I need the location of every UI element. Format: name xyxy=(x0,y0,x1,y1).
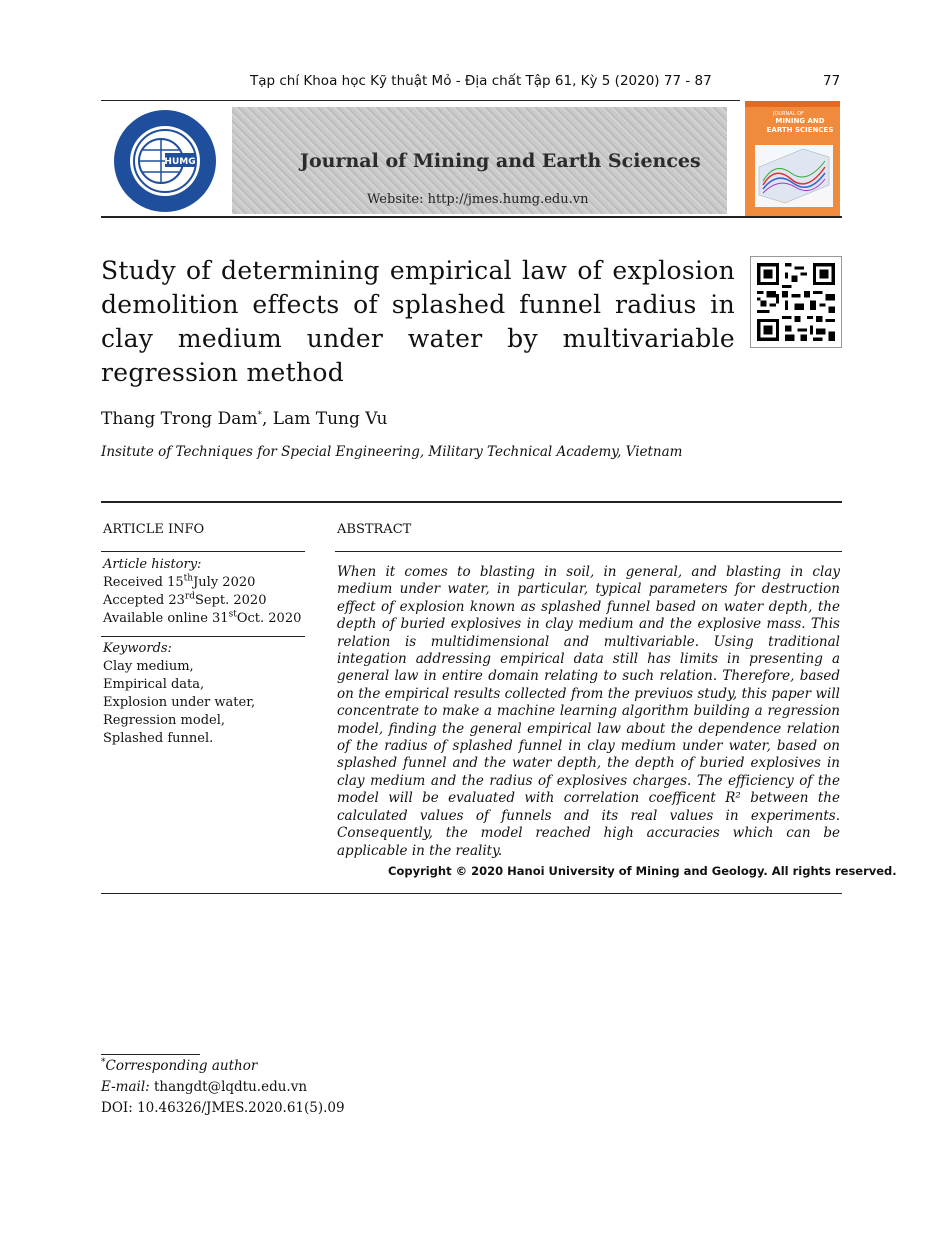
email-link[interactable]: thangdt@lqdtu.edu.vn xyxy=(149,1079,308,1095)
university-logo xyxy=(113,109,217,213)
author-1: Thang Trong Dam xyxy=(101,409,258,429)
copyright-notice: Copyright © 2020 Hanoi University of Mining and Geology. All rights reserved. xyxy=(388,864,897,878)
abstract-heading: ABSTRACT xyxy=(337,522,412,537)
keywords-label: Keywords: xyxy=(103,641,172,656)
keyword-item: Regression model, xyxy=(103,713,226,728)
journal-name: Journal of Mining and Earth Sciences xyxy=(300,150,701,172)
abstract-rule xyxy=(335,551,842,552)
info-rule xyxy=(101,551,305,552)
keyword-item: Clay medium, xyxy=(103,659,194,674)
keyword-item: Empirical data, xyxy=(103,677,205,692)
doi-line[interactable]: DOI: 10.46326/JMES.2020.61(5).09 xyxy=(101,1100,345,1116)
cover-subtitle: JOURNAL OF xyxy=(773,111,804,117)
article-title: Study of determining empirical law of explosion demolition effects of splashed funnel radius in clay medium under water by multivariable regression method xyxy=(101,256,735,387)
history-label: Article history: xyxy=(103,557,202,572)
section-rule-bottom xyxy=(101,893,842,894)
received-date: Received 15thJuly 2020 xyxy=(103,573,256,590)
banner-rule xyxy=(101,216,842,218)
affiliation: Insitute of Techniques for Special Engineering, Military Technical Academy, Vietnam xyxy=(101,444,683,460)
keywords-rule xyxy=(101,636,305,637)
author-list xyxy=(101,409,387,429)
journal-website: Website: http://jmes.humg.edu.vn xyxy=(367,192,589,207)
author-2: , Lam Tung Vu xyxy=(261,409,388,429)
page-number: 77 xyxy=(823,73,841,89)
article-history xyxy=(103,556,301,628)
running-header: Tạp chí Khoa học Kỹ thuật Mỏ - Địa chất Tập 61, Kỳ 5 (2020) 77 - 87 xyxy=(250,73,712,89)
section-rule-top xyxy=(101,501,842,503)
logo-text: HUMG xyxy=(164,157,196,167)
keyword-item: Explosion under water, xyxy=(103,695,256,710)
accepted-date: Accepted 23rdSept. 2020 xyxy=(103,591,267,608)
header-rule xyxy=(101,100,740,101)
keywords-block xyxy=(103,640,255,748)
abstract-text: When it comes to blasting in soil, in general, and blasting in clay medium under water, in particular, typical parameters for destruction effect of explosion known as splashed funnel based on water depth, the depth of buried explosives in clay medium and the explosive mass. This relation is multidimensional and multivariable. Using traditional integation addressing empirical data still has limits in presenting a general law in entire domain relating to such relation. Therefore, based on the empirical results collected from the previuos study, this paper will concentrate to make a machine learning algorithm building a regression model, finding the general empirical law about the dependence relation of the radius of splashed funnel in clay medium under water, based on splashed funnel and the water depth, the depth of buried explosives in clay medium and the radius of explosives charges. The efficiency of the model will be evaluated with correlation coefficent R² between the calculated values of funnels and its real values in experiments. Consequently, the model reached high accuracies which can be applicable in the reality. xyxy=(337,564,840,859)
corresponding-author-note: *Corresponding author xyxy=(101,1057,258,1074)
cover-title: MINING AND EARTH SCIENCES xyxy=(766,117,834,134)
email-line: E-mail: thangdt@lqdtu.edu.vn xyxy=(101,1079,308,1095)
journal-cover-image xyxy=(745,101,840,216)
keyword-item: Splashed funnel. xyxy=(103,731,214,746)
footnote-rule xyxy=(101,1054,200,1055)
online-date: Available online 31stOct. 2020 xyxy=(103,609,302,626)
qr-code-icon xyxy=(750,256,842,348)
article-info-heading: ARTICLE INFO xyxy=(103,522,205,537)
corresponding-mark: * xyxy=(257,410,262,421)
